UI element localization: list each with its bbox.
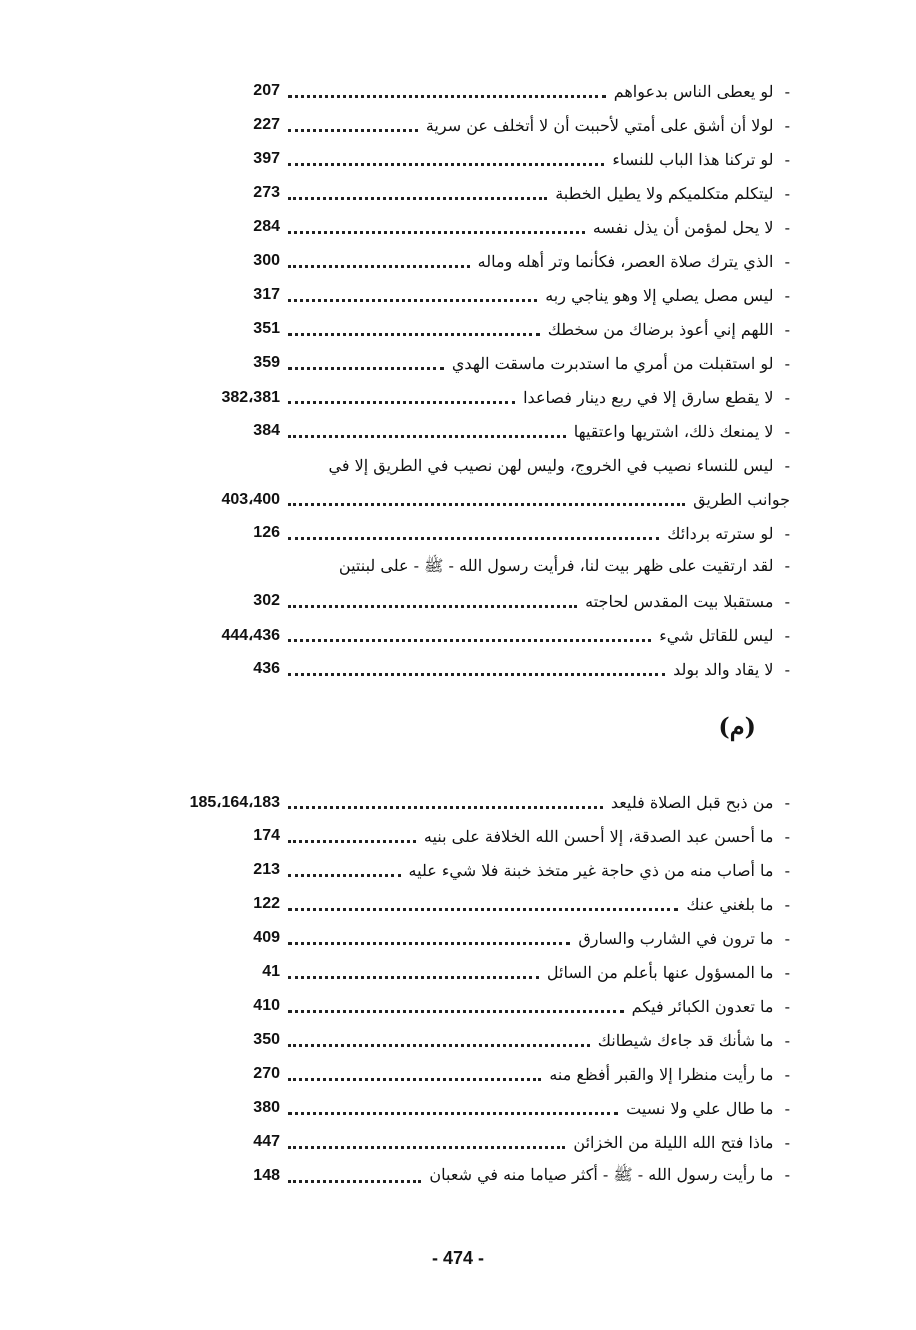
leader-dots (288, 890, 678, 911)
hadith-text: - مستقبلا بيت المقدس لحاجته (585, 591, 790, 611)
leader-dots (288, 924, 570, 945)
page-number: - 474 - (431, 1248, 485, 1268)
bullet-dash: - (779, 387, 790, 407)
leader-dots (288, 77, 606, 98)
index-entry-row (150, 210, 790, 244)
leader-dots (288, 349, 444, 370)
hadith-text: - ما طال علي ولا نسيت (626, 1098, 790, 1118)
bullet-dash: - (779, 860, 790, 880)
index-entry-row (150, 853, 790, 887)
bullet-dash: - (779, 625, 790, 645)
hadith-text: - ما رأيت رسول الله - ﷺ - أكثر صياما منه في شعبان (429, 1164, 790, 1184)
hadith-text: - ليتكلم متكلميكم ولا يطيل الخطبة (555, 183, 790, 203)
page-reference: 436 (253, 660, 280, 677)
page-reference: 384 (253, 422, 280, 439)
bullet-dash: - (779, 962, 790, 982)
bullet-dash: - (779, 149, 790, 169)
index-entry-row (150, 482, 790, 516)
leader-dots (288, 587, 577, 608)
page-reference: 284 (253, 218, 280, 235)
page-reference: 126 (253, 524, 280, 541)
hadith-text: - لا يمنعك ذلك، اشتريها واعتقيها (573, 421, 790, 441)
index-entry-row (150, 1125, 790, 1159)
index-entry-row (150, 584, 790, 618)
page-reference: 447 (253, 1133, 280, 1150)
index-entry-row (150, 652, 790, 686)
bullet-dash: - (779, 421, 790, 441)
bullet-dash: - (779, 826, 790, 846)
index-entry-row (150, 346, 790, 380)
leader-dots (288, 179, 547, 200)
hadith-text: - ما تعدون الكبائر فيكم (631, 996, 790, 1016)
leader-dots (288, 383, 515, 404)
bullet-dash: - (779, 217, 790, 237)
hadith-text: - من ذبح قبل الصلاة فليعد (610, 792, 790, 812)
bullet-dash: - (779, 455, 790, 475)
page-reference: 227 (253, 116, 280, 133)
page-reference: 380 (253, 1099, 280, 1116)
index-entry-row (150, 312, 790, 346)
bullet-dash: - (779, 1064, 790, 1084)
hadith-text: - ليس للنساء نصيب في الخروج، وليس لهن نصيب في الطريق إلا في (328, 455, 790, 475)
index-entry-row (150, 176, 790, 210)
hadith-text: جوانب الطريق (693, 489, 790, 509)
index-entry-row (150, 74, 790, 108)
page-reference: 41 (262, 963, 280, 980)
hadith-text: - لا يحل لمؤمن أن يذل نفسه (592, 217, 790, 237)
leader-dots (288, 621, 651, 642)
leader-dots (288, 485, 685, 506)
index-entry-row (150, 142, 790, 176)
page-reference: 185،164،183 (189, 794, 280, 811)
index-entry-row (150, 516, 790, 550)
index-entry-row (150, 244, 790, 278)
page-reference: 302 (253, 592, 280, 609)
leader-dots (288, 856, 401, 877)
bullet-dash: - (779, 1132, 790, 1152)
hadith-text: - لا يقاد والد بولد (673, 659, 790, 679)
hadith-text: - ما أحسن عبد الصدقة، إلا أحسن الله الخلافة على بنيه (423, 826, 790, 846)
bullet-dash: - (779, 1164, 790, 1184)
page-reference: 350 (253, 1031, 280, 1048)
hadith-text: - ما بلغني عنك (686, 894, 790, 914)
index-entry-row (150, 618, 790, 652)
leader-dots (288, 213, 585, 234)
leader-dots (288, 1128, 565, 1149)
leader-dots (288, 519, 659, 540)
page-reference: 359 (253, 354, 280, 371)
page-reference: 273 (253, 184, 280, 201)
hadith-text: - لو استقبلت من أمري ما استدبرت ماسقت الهدي (451, 353, 790, 373)
hadith-text: - ليس مصل يصلي إلا وهو يناجي ربه (545, 285, 790, 305)
leader-dots (288, 1094, 618, 1115)
page-reference: 270 (253, 1065, 280, 1082)
page-reference: 317 (253, 286, 280, 303)
index-entry-row (150, 785, 790, 819)
bullet-dash: - (779, 1098, 790, 1118)
page-reference: 409 (253, 929, 280, 946)
bullet-dash: - (779, 659, 790, 679)
bullet-dash: - (779, 81, 790, 101)
index-entry-row (150, 380, 790, 414)
page-reference: 410 (253, 997, 280, 1014)
bullet-dash: - (779, 894, 790, 914)
bullet-dash: - (779, 319, 790, 339)
leader-dots (288, 655, 665, 676)
leader-dots (288, 111, 418, 132)
hadith-text: - ليس للقاتل شيء (659, 625, 790, 645)
index-entry-row (150, 921, 790, 955)
page-reference: 300 (253, 252, 280, 269)
index-entry-row (150, 989, 790, 1023)
leader-dots (288, 247, 470, 268)
hadith-text: - ما رأيت منظرا إلا والقبر أفظع منه (549, 1064, 790, 1084)
hadith-text: - ما ترون في الشارب والسارق (578, 928, 790, 948)
hadith-text: - لو سترته بردائك (667, 523, 790, 543)
index-entry-row (150, 819, 790, 853)
page-reference: 213 (253, 861, 280, 878)
bullet-dash: - (779, 285, 790, 305)
page-reference: 403،400 (221, 491, 280, 508)
bullet-dash: - (779, 928, 790, 948)
leader-dots (288, 992, 624, 1013)
hadith-text: - لقد ارتقيت على ظهر بيت لنا، فرأيت رسول الله - ﷺ - على لبنتين (338, 555, 790, 575)
leader-dots (288, 788, 603, 809)
index-entry-row (150, 955, 790, 989)
page-reference: 148 (253, 1167, 280, 1184)
leader-dots (288, 315, 540, 336)
index-entry-row (150, 414, 790, 448)
leader-dots (288, 1060, 541, 1081)
leader-dots (288, 417, 566, 438)
bullet-dash: - (779, 353, 790, 373)
bullet-dash: - (779, 591, 790, 611)
index-entry-row (150, 1057, 790, 1091)
hadith-text: - الذي يترك صلاة العصر، فكأنما وتر أهله وماله (477, 251, 790, 271)
bullet-dash: - (779, 115, 790, 135)
hadith-text: - لا يقطع سارق إلا في ربع دينار فصاعدا (523, 387, 790, 407)
hadith-text: - ما أصاب منه من ذي حاجة غير متخذ خبنة فلا شيء عليه (408, 860, 790, 880)
hadith-text: - ماذا فتح الله الليلة من الخزائن (573, 1132, 790, 1152)
index-entry-row (150, 887, 790, 921)
index-entry-row (150, 1023, 790, 1057)
leader-dots (288, 958, 539, 979)
leader-dots (288, 281, 537, 302)
hadith-text: - لو يعطى الناس بدعواهم (613, 81, 790, 101)
index-entry-row (150, 278, 790, 312)
bullet-dash: - (779, 183, 790, 203)
hadith-text: - لولا أن أشق على أمتي لأحببت أن لا أتخلف عن سرية (425, 115, 790, 135)
page-reference: 122 (253, 895, 280, 912)
bullet-dash: - (779, 523, 790, 543)
section-heading-mim: (م) (718, 712, 756, 741)
page-reference: 397 (253, 150, 280, 167)
index-entry-row (150, 448, 790, 482)
leader-dots (288, 1026, 590, 1047)
bullet-dash: - (779, 1030, 790, 1050)
page-reference: 382،381 (221, 389, 280, 406)
hadith-text: - ما شأنك قد جاءك شيطانك (597, 1030, 790, 1050)
leader-dots (288, 822, 416, 843)
page-reference: 351 (253, 320, 280, 337)
page-reference: 207 (253, 82, 280, 99)
hadith-text: - ما المسؤول عنها بأعلم من السائل (546, 962, 790, 982)
hadith-text: - لو تركنا هذا الباب للنساء (612, 149, 790, 169)
bullet-dash: - (779, 792, 790, 812)
bullet-dash: - (779, 996, 790, 1016)
hadith-text: - اللهم إني أعوذ برضاك من سخطك (547, 319, 790, 339)
leader-dots (288, 145, 604, 166)
index-entry-row (150, 550, 790, 584)
index-entry-row (150, 1091, 790, 1125)
leader-dots (288, 1162, 421, 1183)
page-reference: 444،436 (221, 627, 280, 644)
index-entry-row (150, 1159, 790, 1193)
page-reference: 174 (253, 827, 280, 844)
index-entry-row (150, 108, 790, 142)
bullet-dash: - (779, 555, 790, 575)
bullet-dash: - (779, 251, 790, 271)
